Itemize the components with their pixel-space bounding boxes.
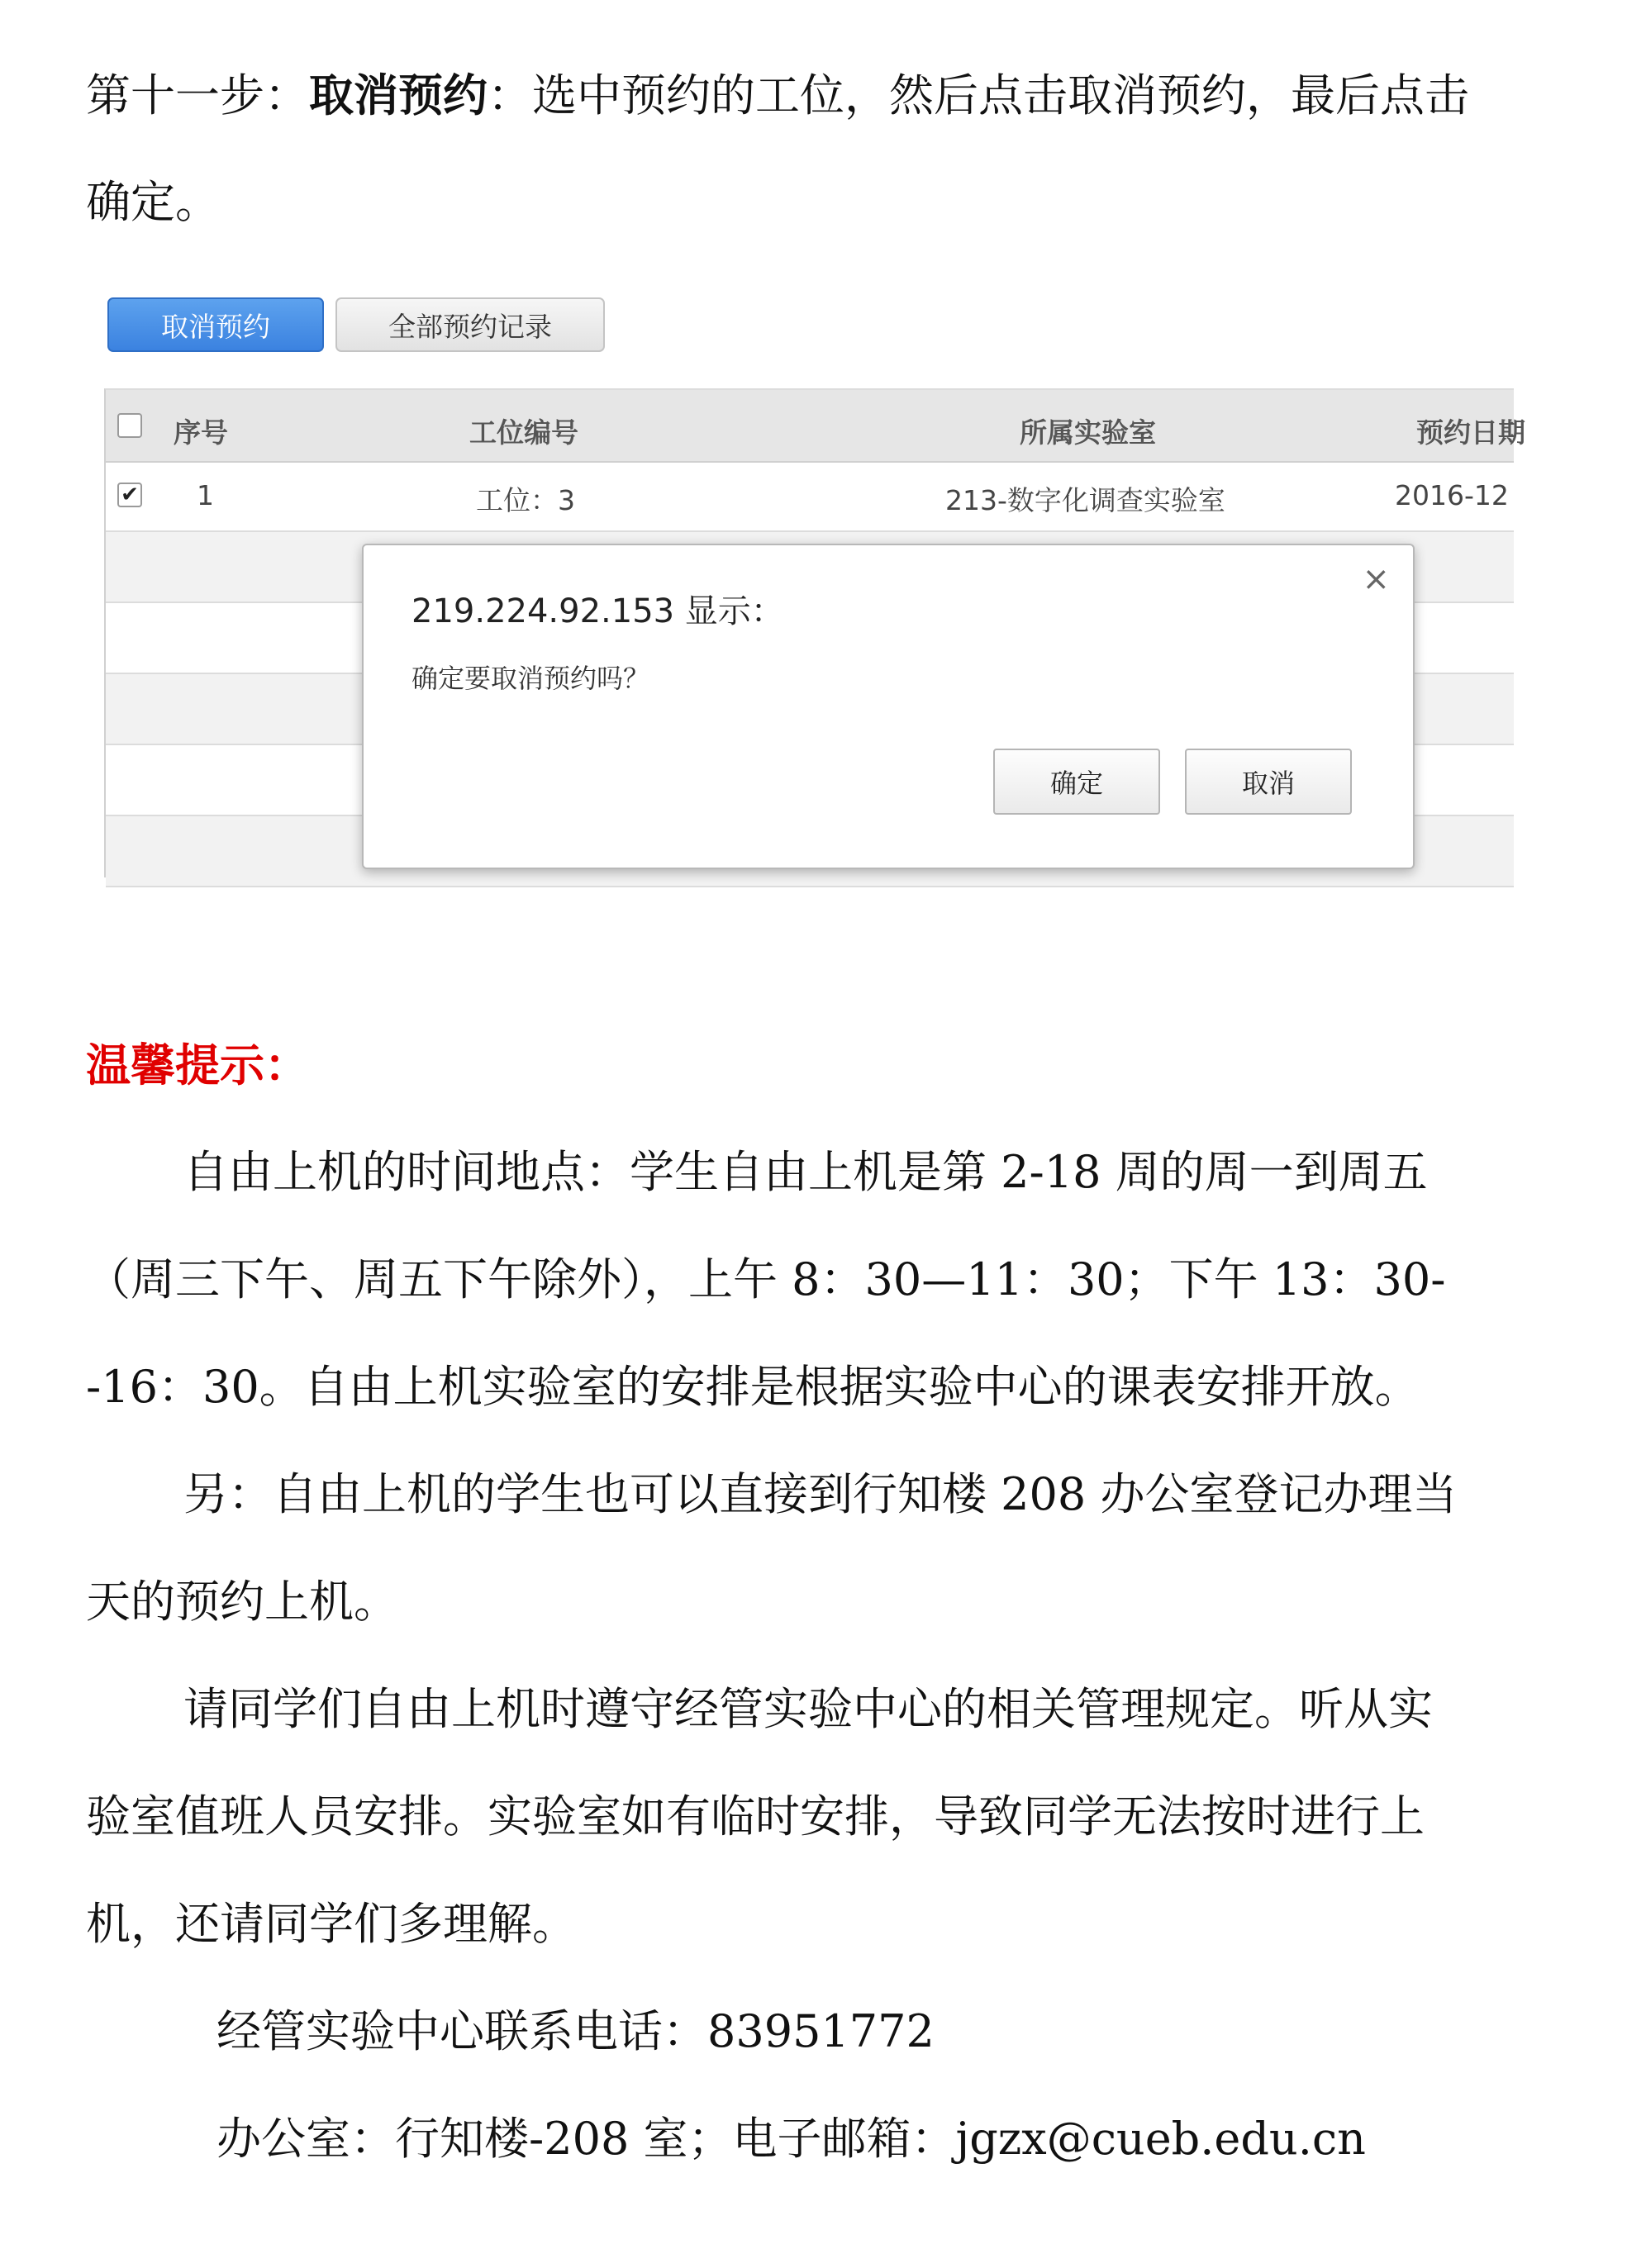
tips-paragraph-line: 请同学们自由上机时遵守经管实验中心的相关管理规定。听从实 [183, 1683, 1433, 1735]
dialog-message: 确定要取消预约吗？ [412, 663, 650, 694]
row-station: 工位：3 [476, 484, 575, 516]
table-header [106, 390, 1525, 463]
contact-phone: 经管实验中心联系电话：83951772 [216, 2005, 935, 2057]
select-all-checkbox[interactable] [117, 413, 142, 438]
tips-paragraph-line: 验室值班人员安排。实验室如有临时安排，导致同学无法按时进行上 [86, 1790, 1425, 1842]
tips-heading: 温馨提示： [86, 1039, 309, 1091]
row-lab: 213-数字化调查实验室 [945, 484, 1225, 516]
confirm-dialog [362, 544, 1415, 869]
close-icon[interactable]: × [1362, 560, 1390, 598]
embedded-screenshot [99, 281, 1525, 884]
header-date: 预约日期 [1416, 416, 1525, 449]
tips-paragraph-line: 天的预约上机。 [86, 1576, 398, 1628]
cancel-reservation-button[interactable]: 取消预约 [107, 297, 324, 352]
dialog-cancel-button[interactable]: 取消 [1185, 749, 1352, 815]
contact-office: 办公室：行知楼-208 室；电子邮箱：jgzx@cueb.edu.cn [216, 2113, 1366, 2165]
tips-paragraph-line: 另：自由上机的学生也可以直接到行知楼 208 办公室登记办理当 [183, 1468, 1458, 1520]
row-index: 1 [197, 479, 214, 511]
tips-paragraph-line: -16：30。自由上机实验室的安排是根据实验中心的课表安排开放。 [86, 1361, 1420, 1413]
dialog-title: 219.224.92.153 显示： [412, 592, 784, 630]
header-index: 序号 [174, 416, 228, 449]
header-station: 工位编号 [469, 416, 578, 449]
confirm-button[interactable]: 确定 [993, 749, 1160, 815]
step-heading [86, 69, 1469, 121]
step-description: ：选中预约的工位，然后点击取消预约，最后点击 [488, 69, 1469, 121]
header-lab: 所属实验室 [1020, 416, 1156, 449]
step-prefix: 第十一步： [86, 69, 309, 121]
tips-paragraph-line: （周三下午、周五下午除外），上午 8：30—11：30；下午 13：30- [86, 1253, 1446, 1305]
row-date: 2016-12 [1395, 479, 1509, 511]
tips-paragraph-line: 自由上机的时间地点：学生自由上机是第 2-18 周的周一到周五 [183, 1146, 1428, 1198]
step-title: 取消预约 [309, 69, 488, 121]
all-records-button[interactable]: 全部预约记录 [335, 297, 605, 352]
row-checkbox[interactable]: ✔ [117, 483, 142, 507]
step-description-cont: 确定。 [86, 176, 220, 228]
table-row[interactable] [106, 461, 1514, 532]
tips-paragraph-line: 机，还请同学们多理解。 [86, 1898, 577, 1950]
